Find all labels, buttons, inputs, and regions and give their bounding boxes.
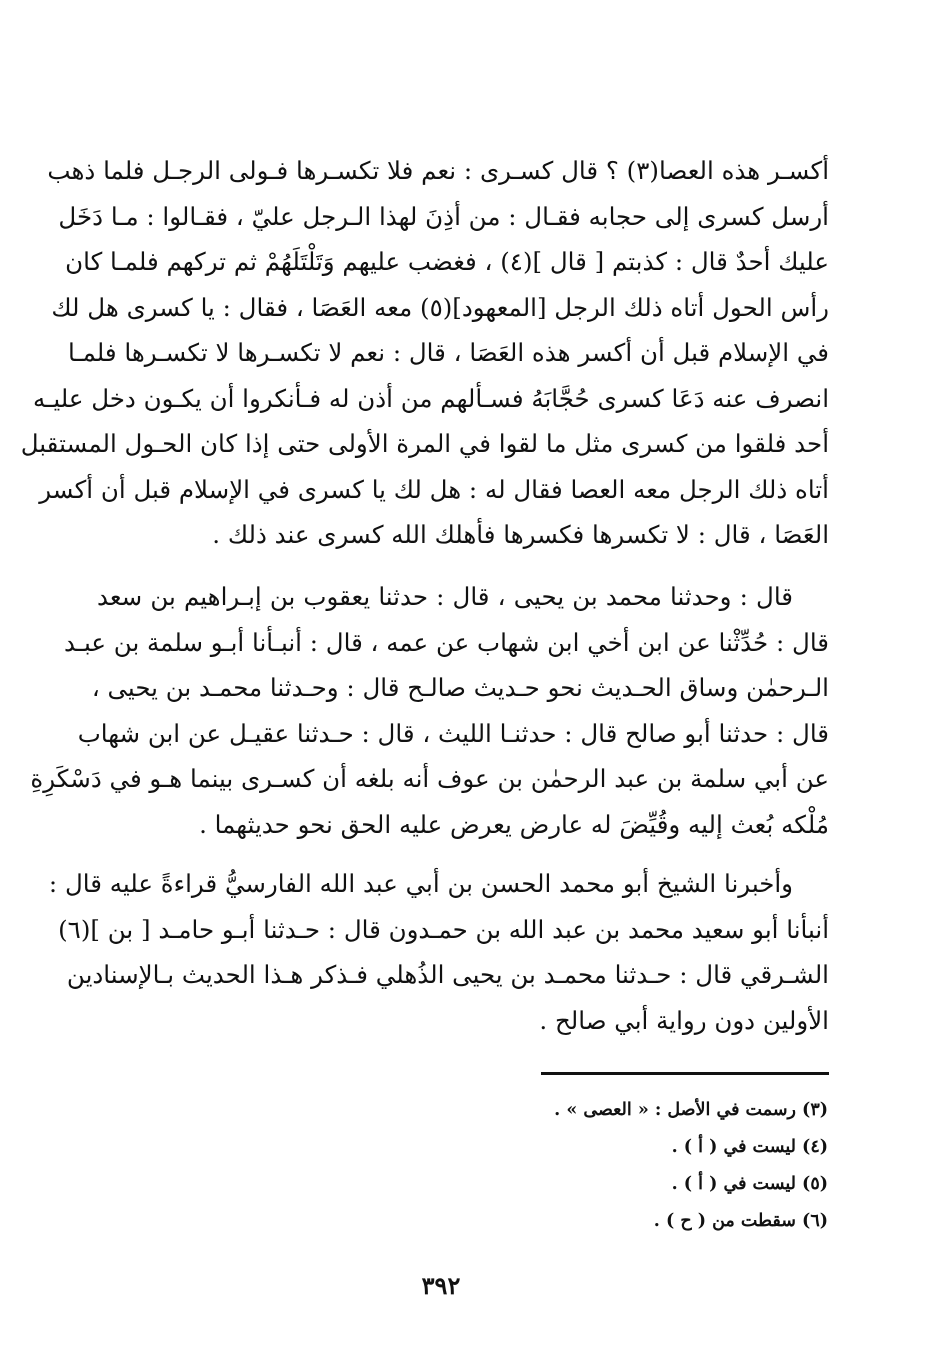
text-line: أرسل كسرى إلى حجابه فقـال : من أذِنَ لهذا الـرجل عليّ ، فقـالوا : مـا دَخَل bbox=[58, 201, 829, 231]
text-line: الأولين دون رواية أبي صالح . bbox=[539, 1005, 829, 1035]
text-line: الشـرقي قال : حـدثنا محمـد بن يحيى الذُهلي فـذكر هـذا الحديث بـالإسنادين bbox=[66, 960, 829, 989]
page-number: ٣٩٢ bbox=[421, 1271, 461, 1300]
text-line: عليك أحدٌ قال : كذبتم [ قال ](٤) ، فغضب عليهم وَتَلْتَلَهُمْ ثم تركهم فلمـا كان bbox=[65, 247, 829, 276]
text-line: أحد فلقوا من كسرى مثل ما لقوا في المرة الأولى حتى إذا كان الحـول المستقبل bbox=[20, 429, 829, 458]
footnote: (٥) ليست في ( أ ) . bbox=[671, 1174, 828, 1194]
paragraph-1 bbox=[20, 148, 829, 558]
text-line: قال : وحدثنا محمد بن يحيى ، قال : حدثنا يعقوب بن إبـراهيم بن سعد bbox=[97, 582, 793, 611]
text-line: انصرف عنه دَعَا كسرى حُجَّابَهُ فسـألهم من أذن له فـأنكروا أن يكـون دخل عليـه bbox=[33, 383, 829, 413]
footnote: (٤) ليست في ( أ ) . bbox=[671, 1137, 828, 1157]
text-line: رأس الحول أتاه ذلك الرجل [المعهود](٥) معه العَصَا ، فقال : يا كسرى هل لك bbox=[51, 292, 829, 322]
text-line: وأخبرنا الشيخ أبو محمد الحسن بن أبي عبد الله الفارسيُّ قراءةً عليه قال : bbox=[48, 869, 793, 898]
paragraph-2 bbox=[30, 574, 829, 847]
text-line: قال : حُدِّثْنا عن ابن أخي ابن شهاب عن عمه ، قال : أنبـأنا أبـو سلمة بن عبـد bbox=[63, 627, 829, 657]
paragraph-3 bbox=[48, 861, 829, 1043]
footnote-separator bbox=[541, 1072, 829, 1075]
text-line: قال : حدثنا أبو صالح قال : حدثنـا الليث ، قال : حـدثنا عقيـل عن ابن شهاب bbox=[77, 718, 829, 748]
text-line: أنبأنا أبو سعيد محمد بن عبد الله بن حمـدون قال : حـدثنا أبـو حامـد [ بن ](٦) bbox=[58, 914, 829, 944]
text-line: العَصَا ، قال : لا تكسرها فكسرها فأهلك الله كسرى عند ذلك . bbox=[212, 520, 829, 549]
text-line: عن أبي سلمة بن عبد الرحمٰن بن عوف أنه بلغه أن كسـرى بينما هـو في دَسْكَرِةِ bbox=[30, 764, 829, 793]
footnotes bbox=[400, 1092, 828, 1240]
footnote: (٣) رسمت في الأصل : « العصى » . bbox=[554, 1100, 828, 1120]
text-line: الـرحمٰن وساق الحـديث نحو حـديث صالـح قال : وحـدثنا محمـد بن يحيى ، bbox=[91, 673, 829, 702]
text-line: مُلْكه بُعث إليه وقُيِّضَ له عارض يعرض عليه الحق نحو حديثهما . bbox=[199, 809, 829, 839]
text-line: أكسـر هذه العصا(٣) ؟ قال كسـرى : نعم فلا تكسـرها فـولى الرجـل فلما ذهب bbox=[47, 156, 829, 185]
text-line: أتاه ذلك الرجل معه العصا فقال له : هل لك يا كسرى في الإسلام قبل أن أكسر bbox=[39, 474, 829, 504]
text-line: في الإسلام قبل أن أكسر هذه العَصَا ، قال : نعم لا تكسـرها لا تكسـرها فلمـا bbox=[68, 338, 829, 367]
footnote: (٦) سقطت من ( ح ) . bbox=[653, 1211, 828, 1231]
